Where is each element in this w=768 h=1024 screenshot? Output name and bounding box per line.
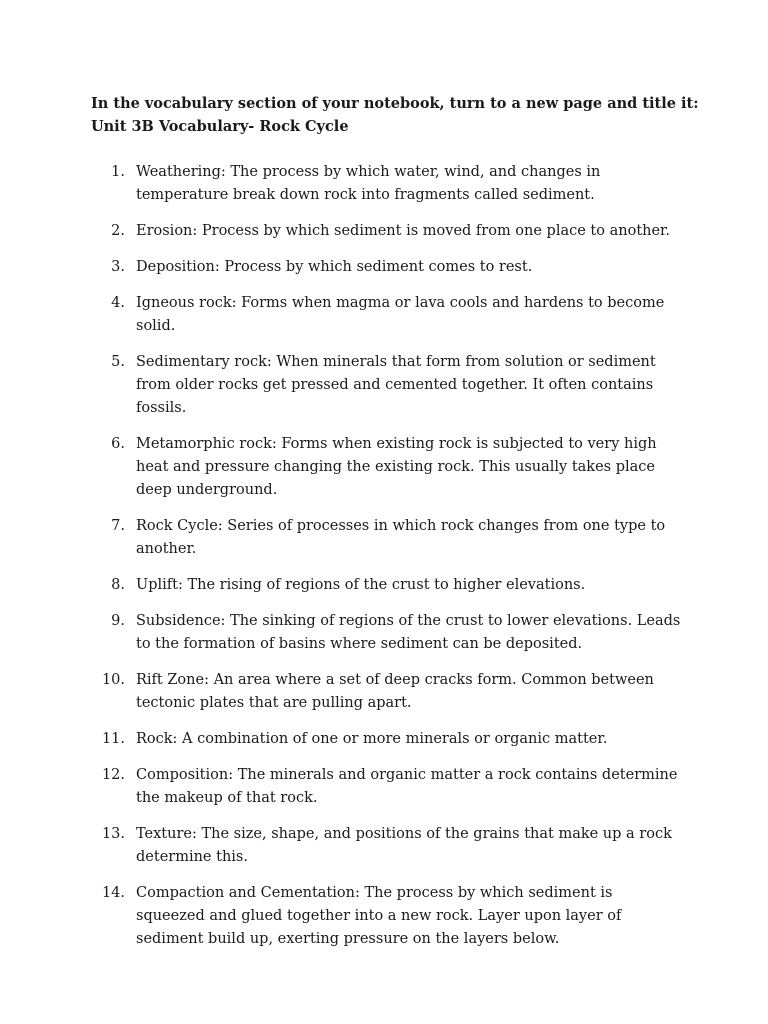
item-number: 9. [111, 613, 125, 629]
item-text: Compaction and Cementation: The process by which sediment is squeezed and glued together into a new rock. Layer upon layer of sediment build up, exerting pressure on the layers below. [136, 885, 622, 947]
item-text: Metamorphic rock: Forms when existing rock is subjected to very high heat and pressure changing the existing rock. This usually takes place deep underground. [136, 436, 657, 498]
item-text: Rock Cycle: Series of processes in which rock changes from one type to another. [136, 518, 666, 557]
item-text: Erosion: Process by which sediment is moved from one place to another. [136, 223, 671, 239]
instructions-heading [91, 92, 731, 138]
item-text: Rock: A combination of one or more minerals or organic matter. [136, 731, 608, 747]
item-number: 3. [111, 259, 125, 275]
item-text: Sedimentary rock: When minerals that form from solution or sediment from older rocks get pressed and cemented together. It often contains fossils. [136, 354, 656, 416]
list-item [0, 161, 768, 207]
item-text: Deposition: Process by which sediment comes to rest. [136, 259, 533, 275]
item-number: 10. [101, 672, 125, 688]
list-item [0, 256, 768, 279]
list-item [0, 823, 768, 869]
item-number: 5. [111, 354, 125, 370]
item-text: Subsidence: The sinking of regions of the crust to lower elevations. Leads to the formation of basins where sediment can be deposited. [136, 613, 681, 652]
list-item [0, 574, 768, 597]
item-number: 7. [111, 518, 125, 534]
item-number: 6. [111, 436, 125, 452]
list-item [0, 515, 768, 561]
item-number: 11. [101, 731, 125, 747]
item-text: Rift Zone: An area where a set of deep cracks form. Common between tectonic plates that are pulling apart. [136, 672, 654, 711]
list-item [0, 610, 768, 656]
list-item [0, 220, 768, 243]
vocabulary-list [0, 161, 768, 964]
item-number: 2. [111, 223, 125, 239]
list-item [0, 351, 768, 420]
item-text: Composition: The minerals and organic matter a rock contains determine the makeup of that rock. [136, 767, 678, 806]
item-number: 14. [101, 885, 125, 901]
unit-title: Unit 3B Vocabulary- Rock Cycle [91, 118, 349, 135]
item-number: 4. [111, 295, 125, 311]
item-number: 12. [101, 767, 125, 783]
item-number: 8. [111, 577, 125, 593]
item-number: 1. [111, 164, 125, 180]
list-item [0, 292, 768, 338]
list-item [0, 882, 768, 951]
item-text: Igneous rock: Forms when magma or lava cools and hardens to become solid. [136, 295, 665, 334]
list-item [0, 728, 768, 751]
item-number: 13. [101, 826, 125, 842]
item-text: Uplift: The rising of regions of the crust to higher elevations. [136, 577, 586, 593]
list-item [0, 764, 768, 810]
list-item [0, 669, 768, 715]
item-text: Texture: The size, shape, and positions of the grains that make up a rock determine this. [136, 826, 672, 865]
list-item [0, 433, 768, 502]
item-text: Weathering: The process by which water, wind, and changes in temperature break down rock into fragments called sediment. [136, 164, 601, 203]
instructions-line: In the vocabulary section of your notebook, turn to a new page and title it: [91, 95, 699, 112]
